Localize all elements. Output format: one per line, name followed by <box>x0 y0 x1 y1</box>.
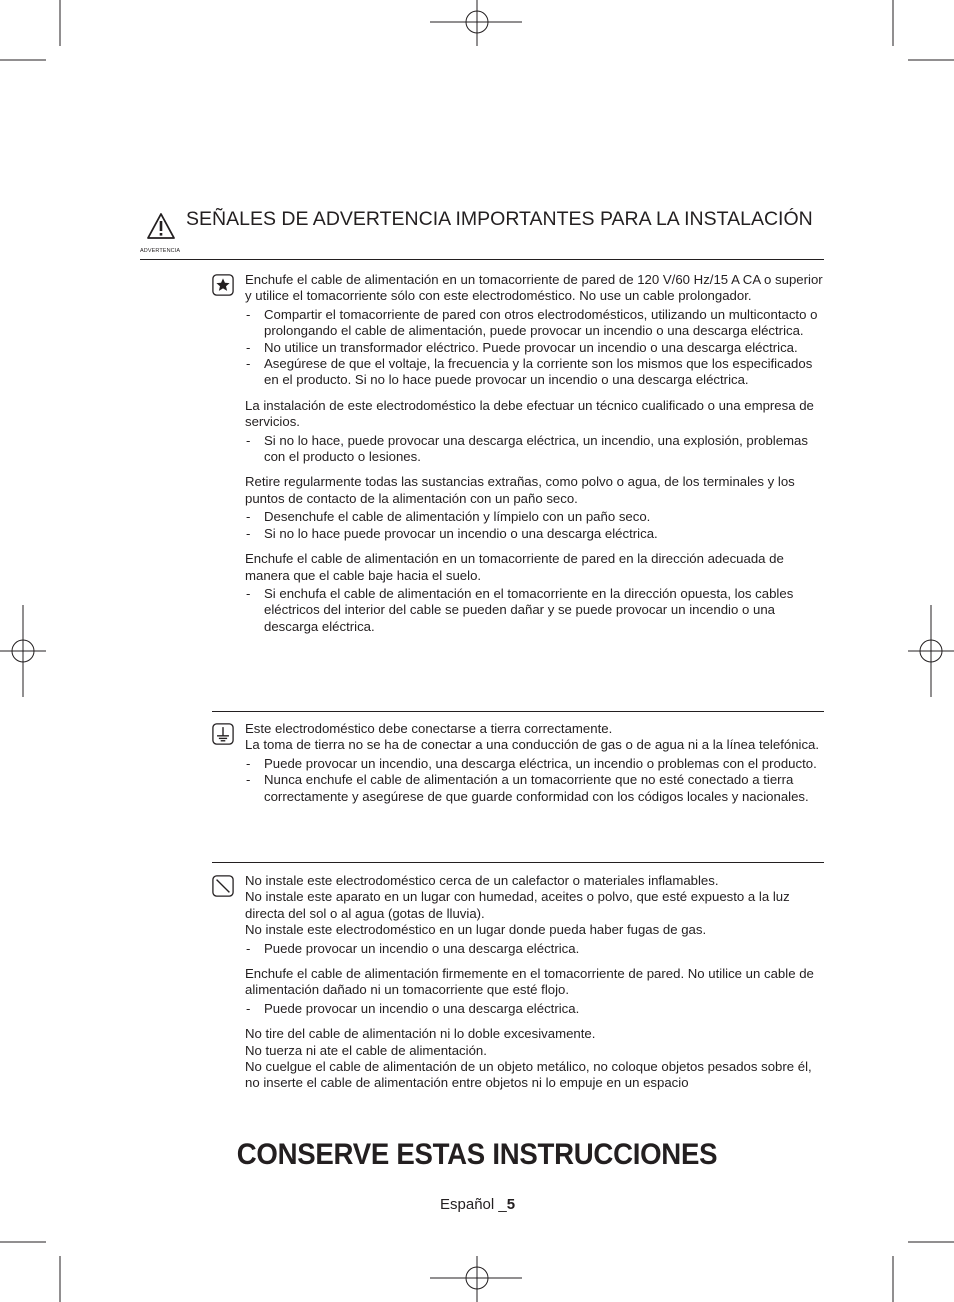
list-item: - Puede provocar un incendio, una descarga eléctrica, un incendio o problemas con el producto. <box>245 756 825 772</box>
paragraph-text: Enchufe el cable de alimentación firmemente en el tomacorriente de pared. No utilice un cable de alimentación dañado ni un tomacorriente que esté flojo. <box>245 966 814 998</box>
paragraph-text: No cuelgue el cable de alimentación de un objeto metálico, no coloque objetos pesados sobre él, no inserte el cable de alimentación entre objetos ni lo empuje en un espacio <box>245 1059 812 1091</box>
bullet-list <box>245 586 825 635</box>
paragraph-text: La instalación de este electrodoméstico la debe efectuar un técnico cualificado o una empresa de servicios. <box>245 397 814 430</box>
paragraph-text: Este electrodoméstico debe conectarse a tierra correctamente. <box>245 721 613 736</box>
list-item: - Nunca enchufe el cable de alimentación a un tomacorriente que no esté conectado a tierra correctamente y asegúrese de que guarde conformidad con los códigos locales y nacionales. <box>245 772 825 805</box>
list-item: - Asegúrese de que el voltaje, la frecuencia y la corriente son los mismos que los especificados en el producto. Si no lo hace puede provocar un incendio o una descarga eléctrica. <box>245 356 825 389</box>
section-content <box>245 721 825 805</box>
paragraph-text: Retire regularmente todas las sustancias extrañas, como polvo o agua, de los terminales y los puntos de contacto de la alimentación con un paño seco. <box>245 474 795 506</box>
paragraph-text: Enchufe el cable de alimentación en un tomacorriente de pared de 120 V/60 Hz/15 A CA o superior y utilice el tomacorriente sólo con este electrodoméstico. No use un cable prolongador. <box>245 272 823 304</box>
bullet-list <box>245 307 825 389</box>
page-number <box>440 1196 515 1213</box>
paragraph <box>245 551 825 635</box>
paragraph-text: No instale este electrodoméstico en un lugar donde pueda haber fugas de gas. <box>245 922 707 938</box>
warning-label: ADVERTENCIA <box>140 248 181 254</box>
bullet-list <box>245 756 825 805</box>
list-item: - No utilice un transformador eléctrico. Puede provocar un incendio o una descarga eléctrica. <box>245 340 825 356</box>
page-title: SEÑALES DE ADVERTENCIA IMPORTANTES PARA LA INSTALACIÓN <box>186 208 813 230</box>
list-item: - Compartir el tomacorriente de pared con otros electrodomésticos, utilizando un multicontacto o prolongando el cable de alimentación, puede provocar un incendio o una descarga eléctrica. <box>245 307 825 340</box>
paragraph-text: No instale este electrodoméstico cerca de un calefactor o materiales inflamables. <box>245 873 719 888</box>
star-icon <box>212 274 234 296</box>
paragraph-text: Enchufe el cable de alimentación en un tomacorriente de pared en la dirección adecuada de manera que el cable baje hacia el suelo. <box>245 551 784 583</box>
divider <box>212 711 824 712</box>
warning-triangle-icon <box>146 212 176 240</box>
paragraph-text: No tire del cable de alimentación ni lo doble excesivamente. <box>245 1026 596 1042</box>
bullet-list <box>245 433 825 466</box>
divider <box>212 862 824 863</box>
prohibited-icon <box>212 875 234 897</box>
list-item: - Si enchufa el cable de alimentación en el tomacorriente en la dirección opuesta, los cables eléctricos del interior del cable se pueden dañar y se puede provocar un incendio o una descarga eléctrica. <box>245 586 825 635</box>
warning-badge <box>140 212 184 256</box>
bullet-list <box>245 1001 825 1017</box>
paragraph <box>245 966 825 1017</box>
paragraph-text: No tuerza ni ate el cable de alimentación. <box>245 1042 487 1058</box>
paragraph <box>245 272 825 389</box>
section-header <box>140 204 824 260</box>
language-label: Español _ <box>440 1196 507 1213</box>
paragraph <box>245 474 825 542</box>
list-item: - Si no lo hace, puede provocar una descarga eléctrica, un incendio, una explosión, problemas con el producto o lesiones. <box>245 433 825 466</box>
paragraph <box>245 1026 825 1092</box>
list-item: - Puede provocar un incendio o una descarga eléctrica. <box>245 941 825 957</box>
bullet-list <box>245 941 825 957</box>
paragraph-text: La toma de tierra no se ha de conectar a una conducción de gas o de agua ni a la línea telefónica. <box>245 737 820 753</box>
page-number-value: 5 <box>506 1196 516 1213</box>
footer-title: CONSERVE ESTAS INSTRUCCIONES <box>236 1138 718 1171</box>
list-item: - Si no lo hace puede provocar un incendio o una descarga eléctrica. <box>245 526 825 542</box>
paragraph <box>245 398 825 466</box>
paragraph <box>245 873 825 957</box>
section-content <box>245 272 825 635</box>
list-item: - Puede provocar un incendio o una descarga eléctrica. <box>245 1001 825 1017</box>
bullet-list <box>245 509 825 542</box>
section-content <box>245 873 825 1092</box>
ground-icon <box>212 723 234 745</box>
list-item: - Desenchufe el cable de alimentación y límpielo con un paño seco. <box>245 509 825 525</box>
paragraph-text: No instale este aparato en un lugar con humedad, aceites o polvo, que esté expuesto a la luz directa del sol o al agua (gotas de lluvia). <box>245 889 790 921</box>
paragraph <box>245 721 825 805</box>
